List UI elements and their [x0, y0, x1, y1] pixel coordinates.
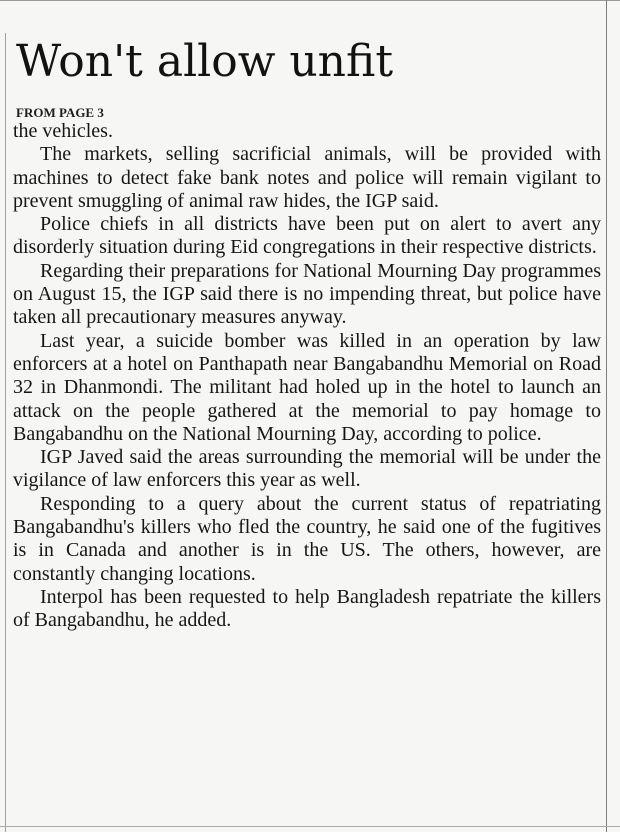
article-body	[13, 120, 601, 633]
paragraph-1: the vehicles.	[13, 120, 113, 142]
paragraph-6: IGP Javed said the areas surrounding the memorial will be under the vigilance of law enforcers this year as well.	[13, 446, 601, 492]
paragraph-4: Regarding their preparations for National Mourning Day programmes on August 15, the IGP said there is no impending threat, but police have taken all precautionary measures anyway.	[13, 259, 601, 329]
bottom-rule	[0, 826, 620, 827]
paragraph-2: The markets, selling sacrificial animals, will be provided with machines to detect fake bank notes and police will remain vigilant to prevent smuggling of animal raw hides, the IGP said.	[13, 143, 601, 212]
headline: Won't allow unfit	[16, 36, 394, 87]
paragraph-7: Responding to a query about the current status of repatriating Bangabandhu's killers who fled the country, he said one of the fugitives is in Canada and another is in the US. The others, however, are constantly changing locations.	[13, 492, 601, 585]
column-rule-left	[5, 33, 6, 832]
paragraph-5: Last year, a suicide bomber was killed in an operation by law enforcers at a hotel on Panthapath near Bangabandhu Memorial on Road 32 in Dhanmondi. The militant had holed up in the hotel to launch an attack on the people gathered at the memorial to pay homage to Bangabandhu on the National Mourning Day, according to police.	[13, 329, 601, 445]
top-rule	[0, 0, 620, 1]
jump-label: FROM PAGE 3	[16, 105, 104, 120]
paragraph-8: Interpol has been requested to help Bangladesh repatriate the killers of Bangabandhu, he added.	[13, 585, 601, 632]
paragraph-3: Police chiefs in all districts have been put on alert to avert any disorderly situation during Eid congregations in their respective districts.	[13, 213, 601, 259]
column-rule-right	[606, 0, 607, 832]
